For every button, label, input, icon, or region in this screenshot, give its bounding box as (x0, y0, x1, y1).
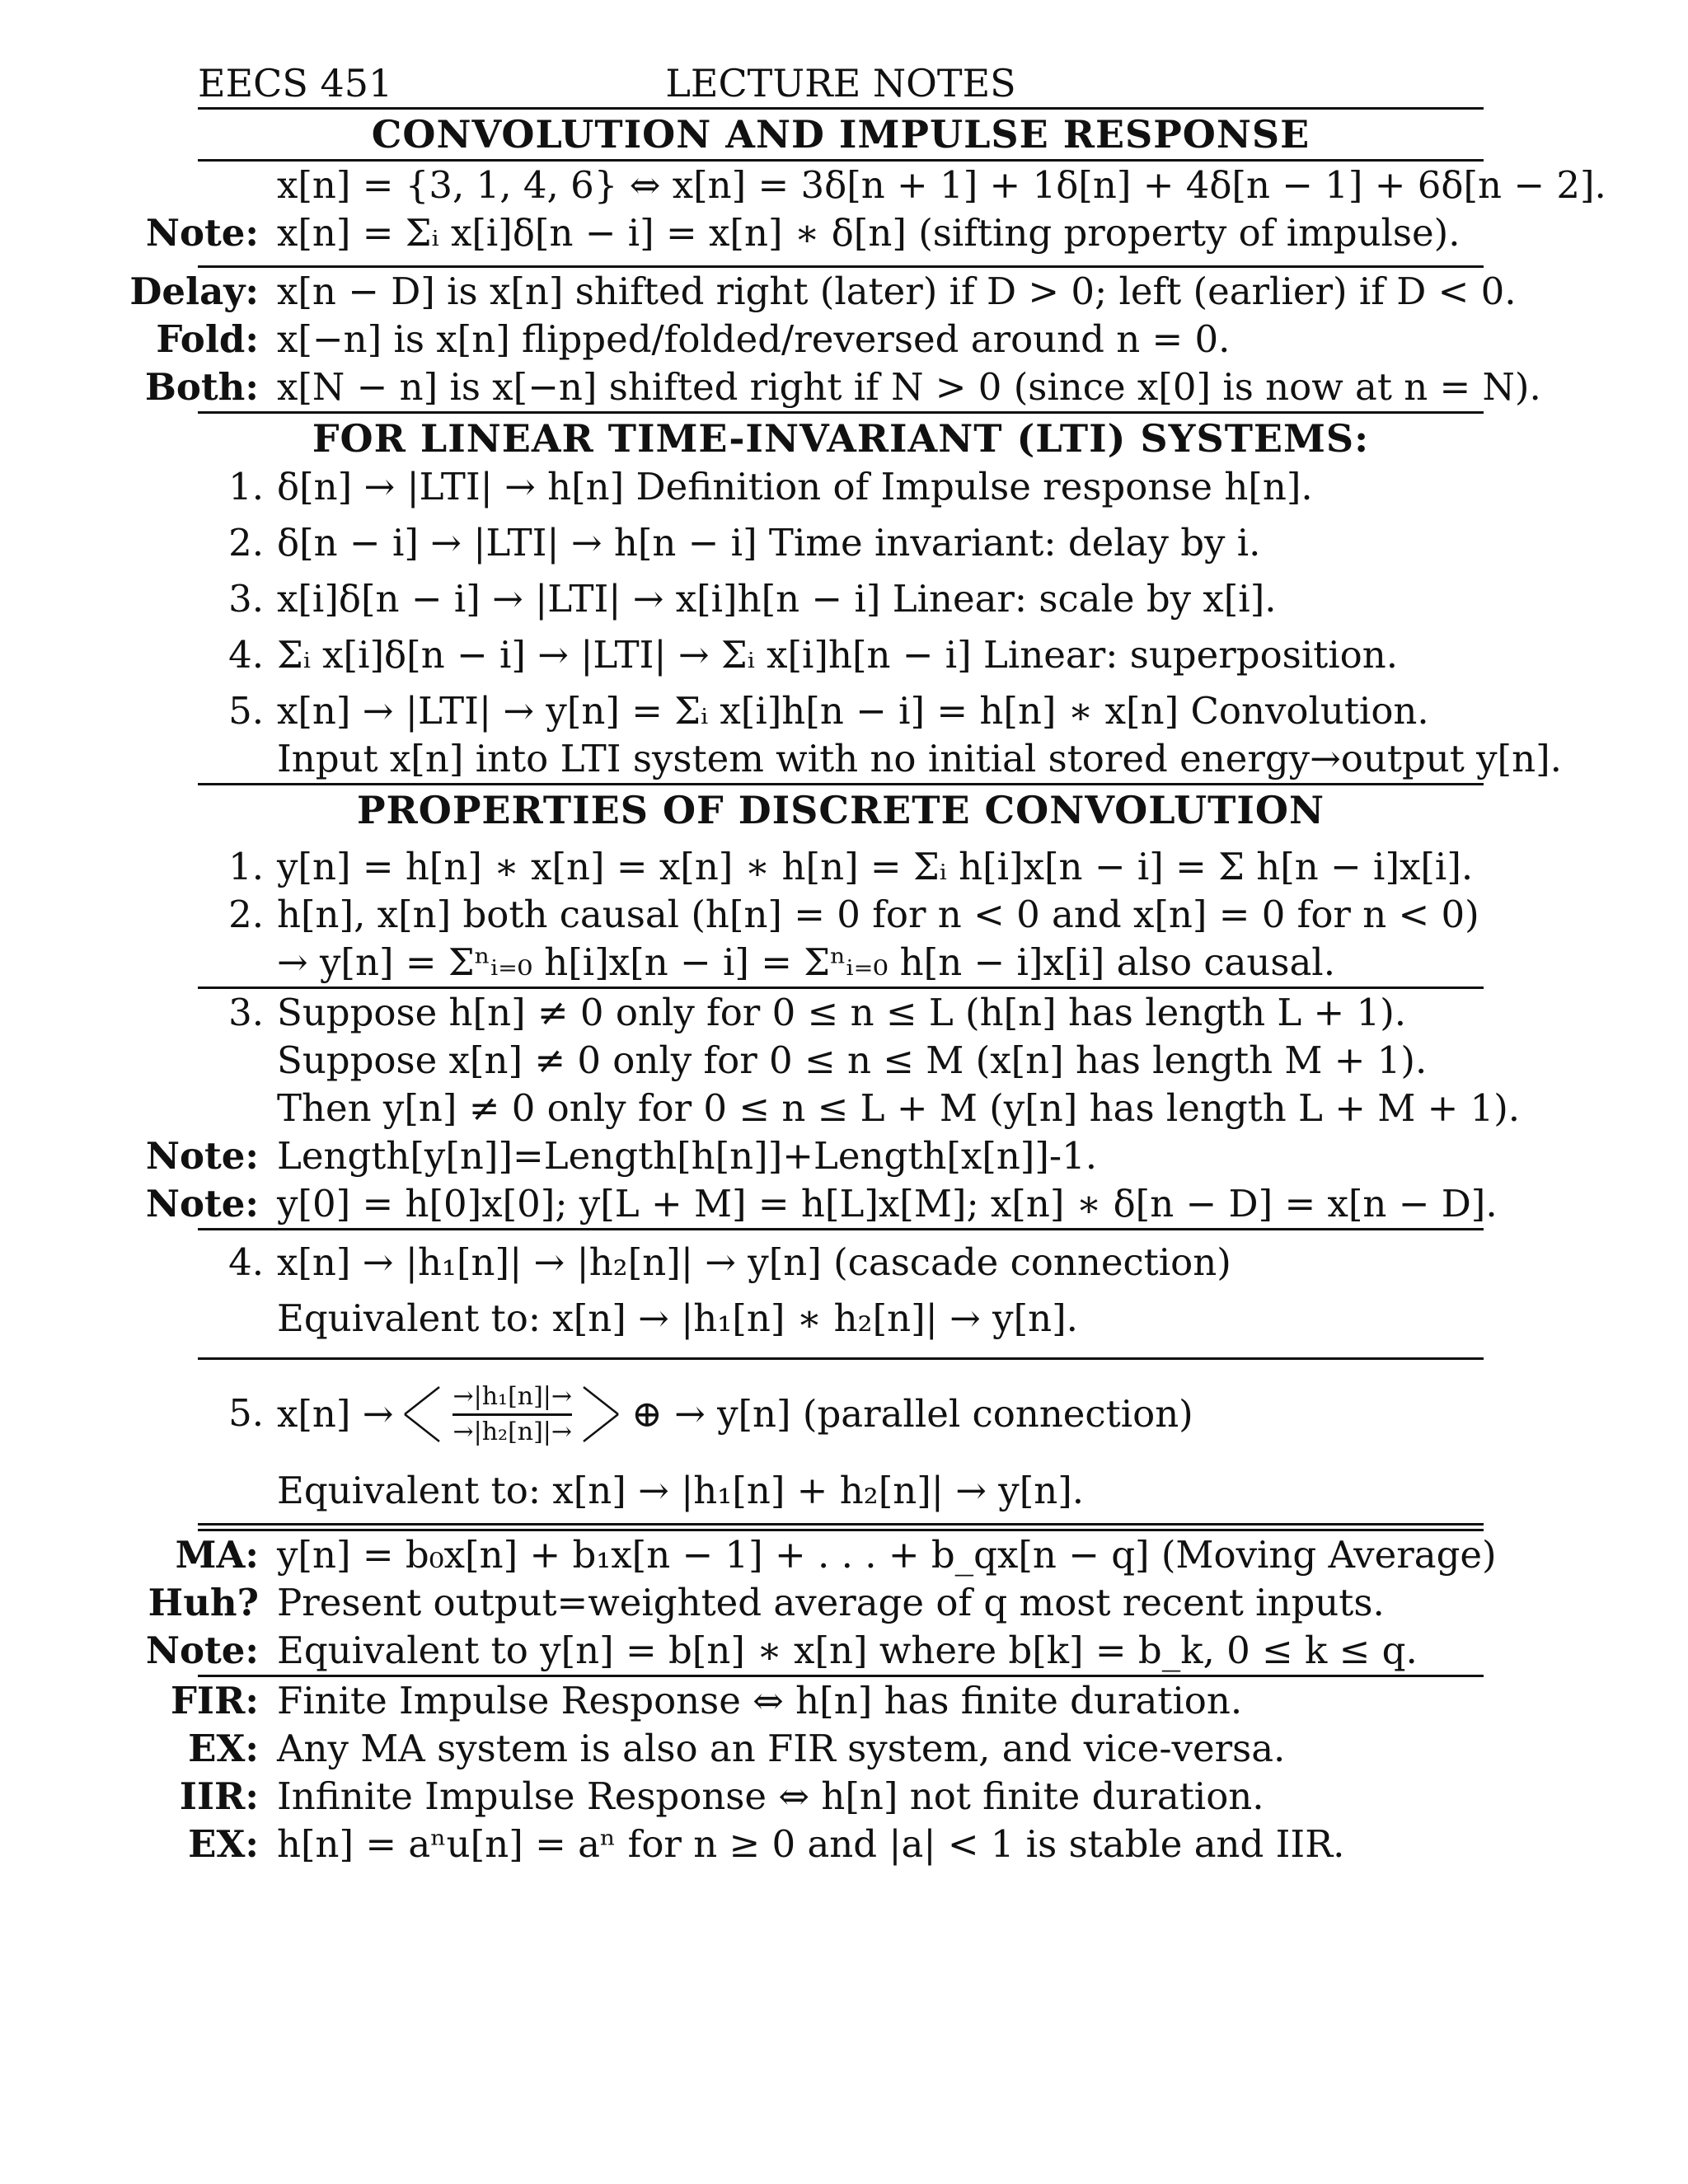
fold-line: Fold: x[−n] is x[n] flipped/folded/reversed around n = 0. (156, 317, 1231, 361)
branch-h1: →|h₁[n]|→ (452, 1381, 573, 1411)
delay-line: Delay: x[n − D] is x[n] shifted right (later) if D > 0; left (earlier) if D < 0. (129, 269, 1517, 313)
property-2: 2. h[n], x[n] both causal (h[n] = 0 for n < 0 and x[n] = 0 for n < 0) (228, 893, 1479, 936)
page-header (198, 59, 1484, 107)
section-title-lti: FOR LINEAR TIME-INVARIANT (LTI) SYSTEMS: (312, 416, 1370, 461)
property-3-b: Suppose x[n] ≠ 0 only for 0 ≤ n ≤ M (x[n] has length M + 1). (277, 1038, 1428, 1082)
lti-item: 5. x[n] → |LTI| → y[n] = Σᵢ x[i]h[n − i] = h[n] ∗ x[n] Convolution. (228, 689, 1429, 733)
property-4-equiv: Equivalent to: x[n] → |h₁[n] ∗ h₂[n]| → y[n]. (277, 1296, 1078, 1340)
merge-arrows-icon (577, 1377, 626, 1451)
branch-h2: →|h₂[n]|→ (452, 1413, 572, 1449)
double-divider (198, 1523, 1484, 1531)
property-5-parallel: 5. x[n] → →|h₁[n]|→ →|h₂[n]|→ ⊕ → y[n] (parallel connection) (198, 1360, 1484, 1467)
ma-line: MA: y[n] = b₀x[n] + b₁x[n − 1] + . . . + b_qx[n − q] (Moving Average) (175, 1533, 1497, 1577)
note-label: Note: (145, 211, 259, 255)
property-2-cont: → y[n] = Σⁿᵢ₌₀ h[i]x[n − i] = Σⁿᵢ₌₀ h[n − i]x[i] also causal. (277, 940, 1335, 984)
huh-line: Huh? Present output=weighted average of q most recent inputs. (148, 1581, 1385, 1624)
course-code: EECS 451 (198, 61, 393, 105)
split-arrows-icon (398, 1377, 448, 1451)
property-4: 4. x[n] → |h₁[n]| → |h₂[n]| → y[n] (cascade connection) (228, 1240, 1231, 1284)
lti-continuation: Input x[n] into LTI system with no initial stored energy→output y[n]. (277, 737, 1562, 780)
length-note: Note: Length[y[n]]=Length[h[n]]+Length[x[n]]-1. (145, 1134, 1098, 1178)
fir-line: FIR: Finite Impulse Response ⇔ h[n] has finite duration. (170, 1679, 1243, 1722)
property-5-equiv: Equivalent to: x[n] → |h₁[n] + h₂[n]| → y[n]. (277, 1469, 1085, 1512)
section-title-convolution: CONVOLUTION AND IMPULSE RESPONSE (371, 112, 1311, 157)
section-title-properties: PROPERTIES OF DISCRETE CONVOLUTION (356, 788, 1325, 832)
property-1: 1. y[n] = h[n] ∗ x[n] = x[n] ∗ h[n] = Σᵢ h[i]x[n − i] = Σ h[n − i]x[i]. (228, 845, 1474, 888)
endpoint-note: Note: y[0] = h[0]x[0]; y[L + M] = h[L]x[M]; x[n] ∗ δ[n − D] = x[n − D]. (145, 1182, 1498, 1226)
header-title: LECTURE NOTES (665, 61, 1016, 105)
iir-line: IIR: Infinite Impulse Response ⇔ h[n] not finite duration. (179, 1774, 1264, 1818)
lecture-notes-page (129, 59, 1606, 1868)
ex-line-1: EX: Any MA system is also an FIR system, and vice-versa. (188, 1727, 1286, 1770)
lti-item: 2. δ[n − i] → |LTI| → h[n − i] Time invariant: delay by i. (228, 521, 1261, 565)
sifting-note: Note: x[n] = Σᵢ x[i]δ[n − i] = x[n] ∗ δ[n] (sifting property of impulse). (198, 209, 1484, 257)
sequence-definition: x[n] = {3, 1, 4, 6} ⇔ x[n] = 3δ[n + 1] + 1δ[n] + 4δ[n − 1] + 6δ[n − 2]. (277, 163, 1606, 207)
property-3: 3. Suppose h[n] ≠ 0 only for 0 ≤ n ≤ L (h[n] has length L + 1). (228, 991, 1407, 1034)
parallel-connection-diagram: x[n] → →|h₁[n]|→ →|h₂[n]|→ ⊕ → y[n] (parallel connection) (277, 1373, 1193, 1455)
lti-item: 4. Σᵢ x[i]δ[n − i] → |LTI| → Σᵢ x[i]h[n − i] Linear: superposition. (228, 633, 1398, 677)
property-3-c: Then y[n] ≠ 0 only for 0 ≤ n ≤ L + M (y[n] has length L + M + 1). (277, 1086, 1521, 1130)
lti-item: 1. δ[n] → |LTI| → h[n] Definition of Impulse response h[n]. (228, 465, 1313, 509)
lti-item: 3. x[i]δ[n − i] → |LTI| → x[i]h[n − i] Linear: scale by x[i]. (228, 577, 1277, 621)
ma-note-line: Note: Equivalent to y[n] = b[n] ∗ x[n] where b[k] = b_k, 0 ≤ k ≤ q. (145, 1629, 1418, 1672)
ex-line-2: EX: h[n] = aⁿu[n] = aⁿ for n ≥ 0 and |a| < 1 is stable and IIR. (188, 1822, 1345, 1866)
both-line: Both: x[N − n] is x[−n] shifted right if N > 0 (since x[0] is now at n = N). (144, 365, 1541, 409)
